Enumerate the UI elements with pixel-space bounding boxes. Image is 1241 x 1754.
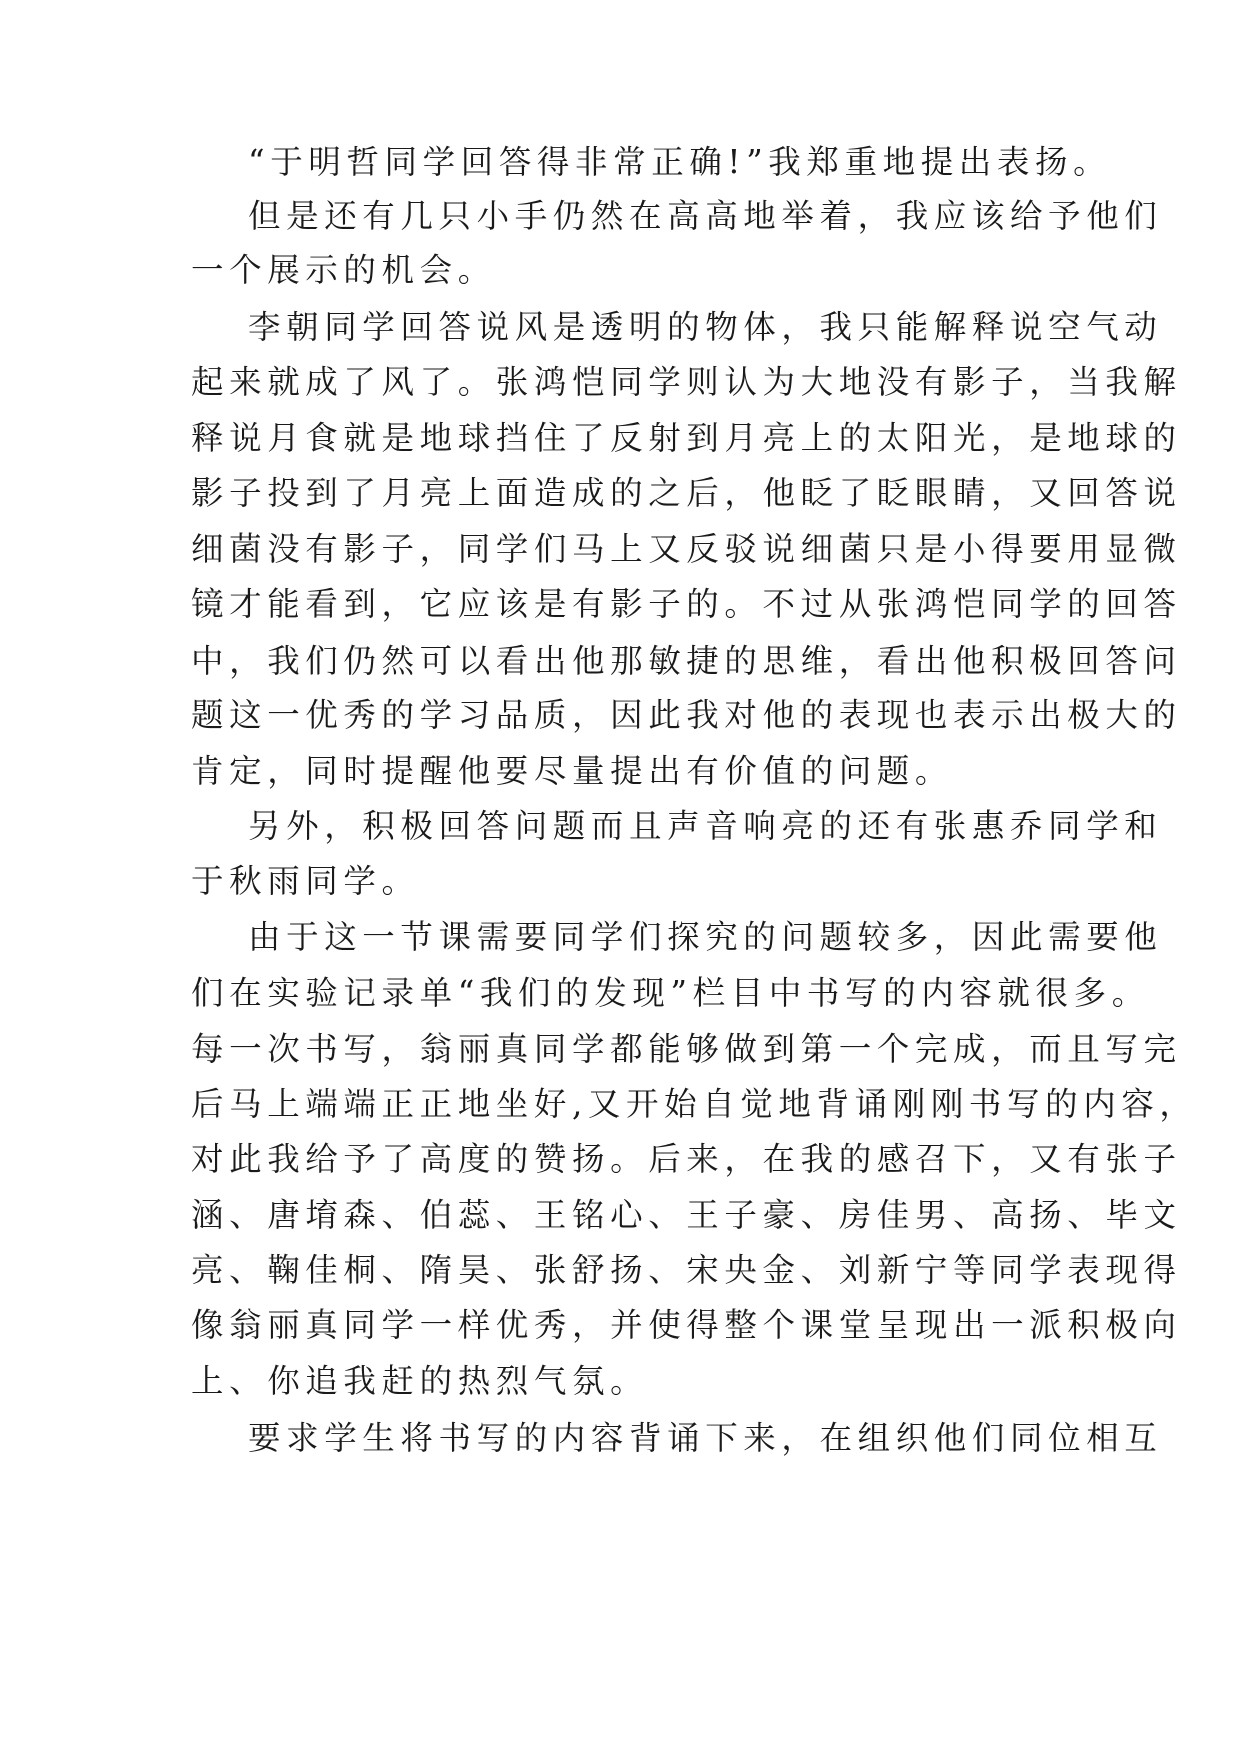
text-line: 肯定，同时提醒他要尽量提出有价值的问题。 — [191, 752, 954, 790]
text-line: 于秋雨同学。 — [191, 862, 420, 900]
text-line: 释说月食就是地球挡住了反射到月亮上的太阳光，是地球的 — [191, 419, 1182, 457]
text-line: 另外，积极回答问题而且声音响亮的还有张惠乔同学和 — [248, 807, 1163, 845]
text-line: 一个展示的机会。 — [191, 251, 496, 289]
text-line: 涵、唐堉森、伯蕊、王铭心、王子豪、房佳男、高扬、毕文 — [191, 1196, 1182, 1234]
text-line: 亮、鞠佳桐、隋昊、张舒扬、宋央金、刘新宁等同学表现得 — [191, 1251, 1182, 1289]
text-line: 影子投到了月亮上面造成的之后，他眨了眨眼睛，又回答说 — [191, 474, 1182, 512]
text-line: 像翁丽真同学一样优秀，并使得整个课堂呈现出一派积极向 — [191, 1306, 1182, 1344]
text-line: 上、你追我赶的热烈气氛。 — [191, 1362, 649, 1400]
text-line: 中，我们仍然可以看出他那敏捷的思维，看出他积极回答问 — [191, 642, 1182, 680]
text-line: 由于这一节课需要同学们探究的问题较多，因此需要他 — [248, 918, 1163, 956]
text-line: 们在实验记录单“我们的发现”栏目中书写的内容就很多。 — [191, 974, 1150, 1012]
text-line: 但是还有几只小手仍然在高高地举着，我应该给予他们 — [248, 197, 1163, 235]
text-line: “于明哲同学回答得非常正确!”我郑重地提出表扬。 — [248, 143, 1112, 181]
text-line: 起来就成了风了。张鸿恺同学则认为大地没有影子，当我解 — [191, 363, 1182, 401]
text-line: 后马上端端正正地坐好,又开始自觉地背诵刚刚书写的内容， — [191, 1085, 1198, 1123]
text-line: 题这一优秀的学习品质，因此我对他的表现也表示出极大的 — [191, 696, 1182, 734]
text-line: 对此我给予了高度的赞扬。后来，在我的感召下，又有张子 — [191, 1140, 1182, 1178]
text-line: 细菌没有影子，同学们马上又反驳说细菌只是小得要用显微 — [191, 530, 1182, 568]
text-line: 李朝同学回答说风是透明的物体，我只能解释说空气动 — [248, 308, 1163, 346]
text-line: 每一次书写，翁丽真同学都能够做到第一个完成，而且写完 — [191, 1030, 1182, 1068]
text-line: 镜才能看到，它应该是有影子的。不过从张鸿恺同学的回答 — [191, 585, 1182, 623]
text-line: 要求学生将书写的内容背诵下来，在组织他们同位相互 — [248, 1419, 1163, 1457]
